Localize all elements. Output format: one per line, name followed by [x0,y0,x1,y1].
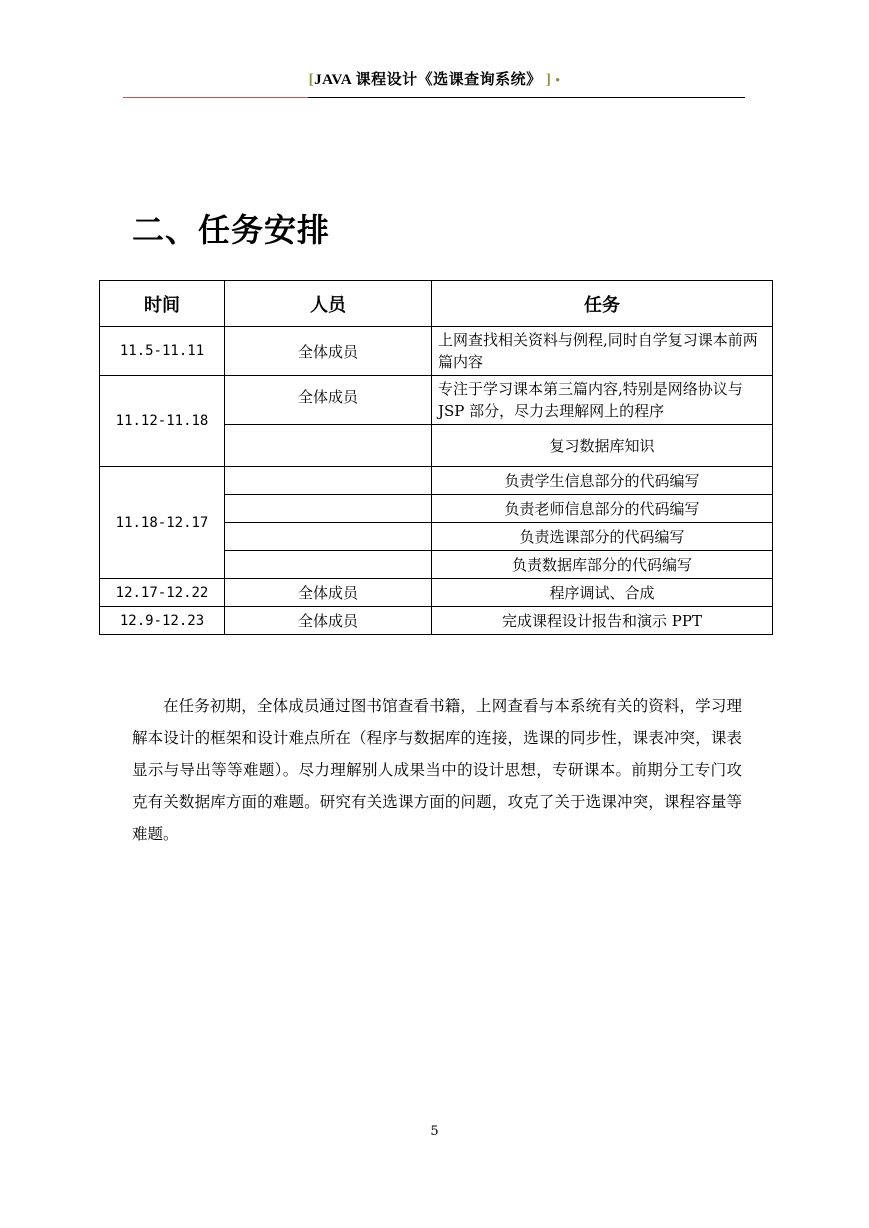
task-cell: 上网查找相关资料与例程,同时自学复习课本前两篇内容 [432,327,773,376]
table-row [100,327,773,376]
task-cell: 负责选课部分的代码编写 [432,523,773,551]
task-cell: 程序调试、合成 [432,579,773,607]
task-cell: 负责学生信息部分的代码编写 [432,467,773,495]
person-cell [225,425,432,467]
section-title: 二、任务安排 [132,211,331,249]
header-dot: • [555,72,561,87]
time-cell: 12.17-12.22 [100,579,225,607]
task-cell: 负责老师信息部分的代码编写 [432,495,773,523]
task-cell: 完成课程设计报告和演示 PPT [432,607,773,635]
table-header-row [100,281,773,327]
task-table [99,280,773,635]
time-cell: 11.12-11.18 [100,376,225,467]
header-rule [308,97,745,98]
table-row [100,607,773,635]
header-title: JAVA 课程设计《选课查询系统》 [314,72,542,88]
table-row [100,467,773,495]
running-header [0,68,869,89]
person-cell: 全体成员 [225,327,432,376]
person-cell [225,551,432,579]
time-cell: 12.9-12.23 [100,607,225,635]
person-cell [225,495,432,523]
header-task: 任务 [432,281,773,327]
task-cell: 专注于学习课本第三篇内容,特别是网络协议与 JSP 部分，尽力去理解网上的程序 [432,376,773,425]
person-cell: 全体成员 [225,376,432,425]
header-bracket-open: [ [308,72,315,88]
page-number: 5 [430,1124,439,1139]
task-cell: 负责数据库部分的代码编写 [432,551,773,579]
header-time: 时间 [100,281,225,327]
table-row [100,376,773,425]
header-bracket-close: ] [545,72,552,88]
table-row [100,579,773,607]
time-cell: 11.18-12.17 [100,467,225,579]
body-paragraph: 在任务初期，全体成员通过图书馆查看书籍，上网查看与本系统有关的资料，学习理解本设计的框架和设计难点所在（程序与数据库的连接，选课的同步性，课表冲突，课表显示与导出等等难题）。尽力理解别人成果当中的设计思想，专研课本。前期分工专门攻克有关数据库方面的难题。研究有关选课方面的问题，攻克了关于选课冲突，课程容量等难题。 [132,697,742,843]
person-cell: 全体成员 [225,607,432,635]
time-cell: 11.5-11.11 [100,327,225,376]
person-cell [225,523,432,551]
header-rule-accent [123,97,308,98]
task-cell: 复习数据库知识 [432,425,773,467]
header-person: 人员 [225,281,432,327]
person-cell [225,467,432,495]
person-cell: 全体成员 [225,579,432,607]
